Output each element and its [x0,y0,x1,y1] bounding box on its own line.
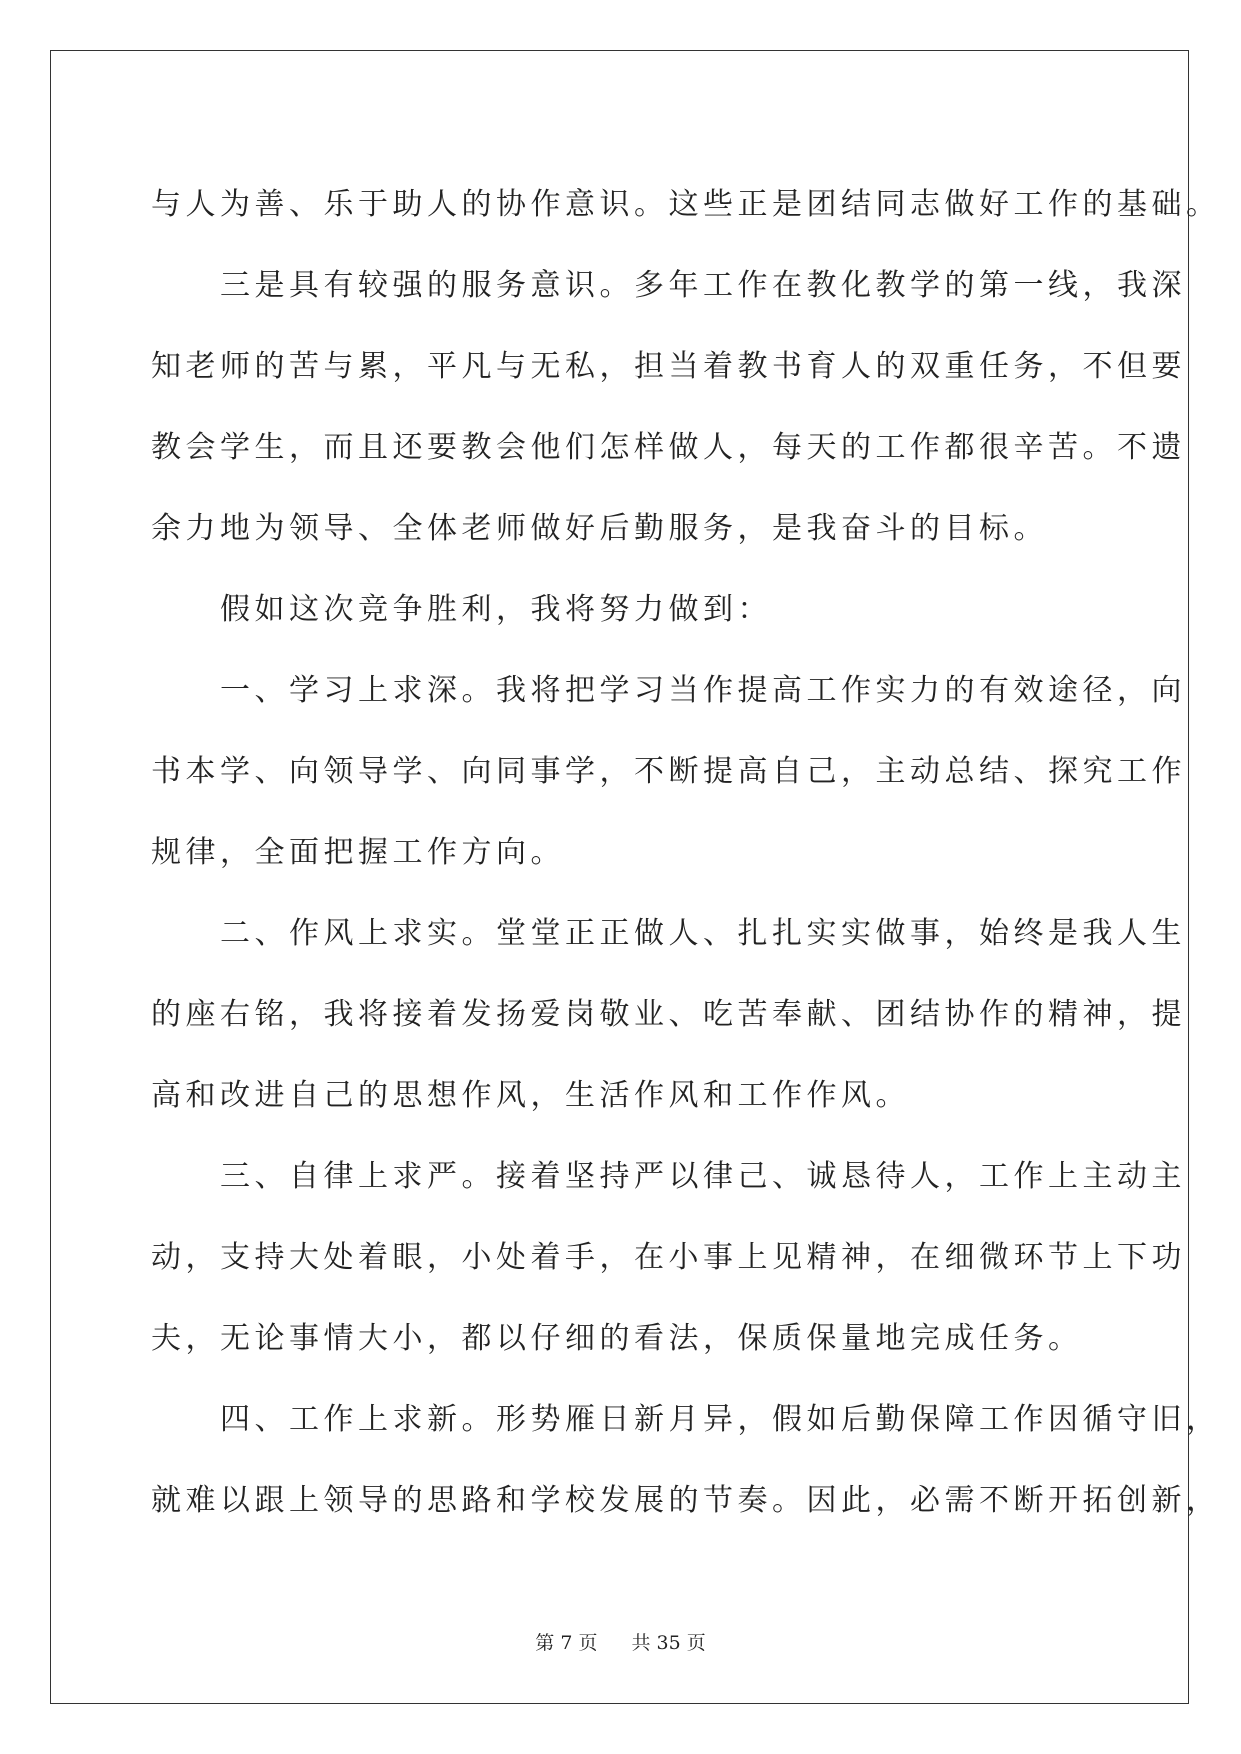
text-line: 书本学、向领导学、向同事学，不断提高自己，主动总结、探究工作 [151,754,1186,789]
text-line: 夫，无论事情大小，都以仔细的看法，保质保量地完成任务。 [151,1321,1083,1356]
text-line: 三是具有较强的服务意识。多年工作在教化教学的第一线，我深 [151,268,1186,303]
page-footer [0,1628,1241,1655]
text-line: 假如这次竞争胜利，我将努力做到： [151,592,772,627]
text-line: 二、作风上求实。堂堂正正做人、扎扎实实做事，始终是我人生 [151,916,1186,951]
text-line: 与人为善、乐于助人的协作意识。这些正是团结同志做好工作的基础。 [151,187,1221,222]
text-line: 余力地为领导、全体老师做好后勤服务，是我奋斗的目标。 [151,511,1048,546]
text-line: 就难以跟上领导的思路和学校发展的节奏。因此，必需不断开拓创新， [151,1483,1221,1518]
page-total: 共 35 页 [631,1632,706,1654]
text-line: 的座右铭，我将接着发扬爱岗敬业、吃苦奉献、团结协作的精神，提 [151,997,1186,1032]
document-body [151,164,1221,1541]
text-line: 教会学生，而且还要教会他们怎样做人，每天的工作都很辛苦。不遗 [151,430,1186,465]
text-line: 动，支持大处着眼，小处着手，在小事上见精神，在细微环节上下功 [151,1240,1186,1275]
text-line: 知老师的苦与累，平凡与无私，担当着教书育人的双重任务，不但要 [151,349,1186,384]
text-line: 四、工作上求新。形势雁日新月异，假如后勤保障工作因循守旧， [151,1402,1221,1437]
page-number: 第 7 页 [535,1632,598,1654]
text-line: 规律，全面把握工作方向。 [151,835,565,870]
text-line: 高和改进自己的思想作风，生活作风和工作作风。 [151,1078,910,1113]
text-line: 一、学习上求深。我将把学习当作提高工作实力的有效途径，向 [151,673,1186,708]
text-line: 三、自律上求严。接着坚持严以律己、诚恳待人，工作上主动主 [151,1159,1186,1194]
